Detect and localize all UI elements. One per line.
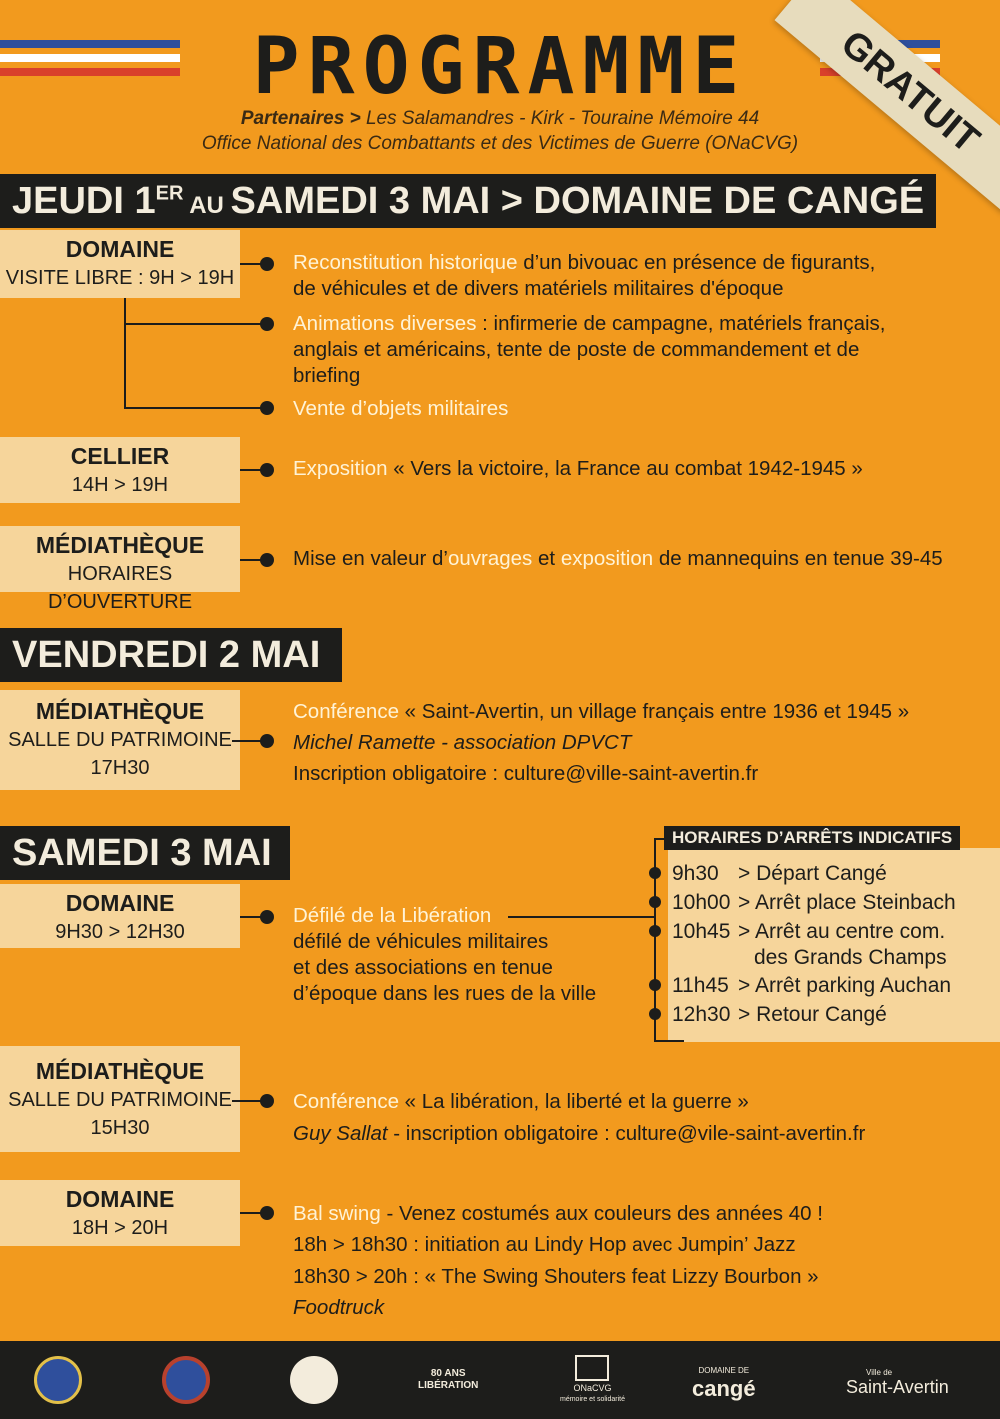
- event-highlight: Conférence: [293, 1090, 399, 1113]
- event-text: d’un bivouac en présence de figurants,: [517, 251, 876, 274]
- day1-part2: AU: [183, 192, 231, 219]
- event-text: Jumpin’ Jazz: [672, 1233, 796, 1256]
- stop-time: 11h45: [672, 974, 729, 997]
- logo-text: ONaCVG: [573, 1383, 612, 1393]
- stops-bracket: [654, 1040, 684, 1042]
- event-highlight: Bal swing: [293, 1202, 381, 1225]
- venue-name: MÉDIATHÈQUE: [35, 1058, 205, 1084]
- kirk-logo: [162, 1355, 210, 1405]
- event-reconstitution: [293, 250, 875, 302]
- day-header-1: [0, 174, 936, 228]
- venue-hours: 14H > 19H: [71, 474, 169, 496]
- stop-dot: [649, 1008, 661, 1020]
- event-text: anglais et américains, tente de poste de commandement et de: [293, 338, 860, 361]
- venue-cellier: [0, 437, 240, 503]
- event-note: - inscription obligatoire : culture@vile-saint-avertin.fr: [387, 1122, 866, 1145]
- event-speaker: Guy Sallat: [293, 1122, 388, 1145]
- logo-text: 80 ANS: [430, 1368, 466, 1379]
- stop-dot: [649, 925, 661, 937]
- day-header-3: SAMEDI 3 MAI: [0, 826, 290, 880]
- venue-name: CELLIER: [70, 443, 170, 469]
- day1-part1: JEUDI 1: [12, 180, 156, 222]
- event-conference-1: [293, 696, 909, 789]
- logo-text: LIBÉRATION: [418, 1380, 479, 1391]
- event-text: : infirmerie de campagne, matériels français,: [476, 312, 886, 335]
- venue-name: DOMAINE: [65, 236, 175, 262]
- salamandres-logo: [34, 1355, 82, 1405]
- gratuit-badge: GRATUIT: [775, 0, 1000, 213]
- connector: [124, 298, 126, 408]
- event-text: Mise en valeur d’: [293, 547, 448, 570]
- touraine-memoire-logo: [290, 1355, 338, 1405]
- event-text: « Vers la victoire, la France au combat 1942-1945 »: [387, 457, 863, 480]
- stop-label: > Départ Cangé: [738, 862, 887, 885]
- event-mise-en-valeur: [293, 546, 943, 572]
- venue-name: DOMAINE: [65, 890, 175, 916]
- event-defile: [293, 903, 596, 1007]
- stop-label: > Arrêt parking Auchan: [738, 974, 952, 997]
- stop-time: 10h45: [672, 920, 731, 943]
- logo-text: Saint-Avertin: [846, 1377, 949, 1397]
- stop-label: > Retour Cangé: [738, 1003, 887, 1026]
- stop-label: > Arrêt place Steinbach: [738, 891, 956, 914]
- bullet-dot: [260, 1094, 274, 1108]
- connector: [124, 407, 268, 409]
- saint-avertin-logo: [846, 1355, 949, 1405]
- venue-room: SALLE DU PATRIMOINE: [8, 729, 232, 751]
- page-title: PROGRAMME: [252, 22, 748, 112]
- stop-row: [672, 973, 951, 999]
- event-highlight: Défilé de la Libération: [293, 904, 492, 927]
- venue-name: DOMAINE: [65, 1186, 175, 1212]
- event-text: - Venez costumés aux couleurs des années 40 !: [380, 1202, 823, 1225]
- bullet-dot: [260, 1206, 274, 1220]
- partners-line-1: [0, 108, 1000, 130]
- stop-dot: [649, 979, 661, 991]
- connector: [508, 916, 654, 918]
- venue-hours: 9H30 > 12H30: [55, 921, 185, 943]
- event-highlight: Reconstitution historique: [293, 251, 518, 274]
- event-text: d’époque dans les rues de la ville: [293, 982, 597, 1005]
- venue-hours: HORAIRES D’OUVERTURE: [47, 563, 193, 613]
- event-bal-swing: [293, 1198, 823, 1323]
- event-vente: [293, 396, 508, 422]
- event-highlight: Exposition: [293, 457, 388, 480]
- day1-sup: ER: [155, 182, 184, 205]
- event-highlight: Vente d’objets militaires: [293, 397, 509, 420]
- domaine-de-cange-logo: [692, 1355, 756, 1405]
- event-highlight: Animations diverses: [293, 312, 477, 335]
- stop-dot: [649, 896, 661, 908]
- stop-row: [672, 919, 945, 945]
- event-highlight: exposition: [560, 547, 654, 570]
- event-exposition: [293, 456, 863, 482]
- venue-room: SALLE DU PATRIMOINE: [8, 1089, 232, 1111]
- day-header-2: VENDREDI 2 MAI: [0, 628, 342, 682]
- logo-text: Ville de: [866, 1368, 893, 1377]
- event-text: avec: [632, 1235, 673, 1256]
- event-text: de mannequins en tenue 39-45: [653, 547, 943, 570]
- venue-mediatheque-2: [0, 690, 240, 790]
- onacvg-logo: [560, 1355, 625, 1405]
- bullet-dot: [260, 910, 274, 924]
- event-text: 18h > 18h30 : initiation au Lindy Hop: [293, 1233, 633, 1256]
- venue-mediatheque-1: [0, 526, 240, 613]
- bullet-dot: [260, 317, 274, 331]
- event-text: briefing: [293, 364, 361, 387]
- stop-time: 12h30: [672, 1003, 731, 1026]
- stop-label: > Arrêt au centre com.: [738, 920, 946, 943]
- logo-text: mémoire et solidarité: [560, 1396, 625, 1403]
- event-speaker: Michel Ramette - association DPVCT: [293, 731, 632, 754]
- venue-hours: VISITE LIBRE : 9H > 19H: [5, 267, 235, 289]
- event-text: « Saint-Avertin, un village français entre 1936 et 1945 »: [398, 700, 910, 723]
- bullet-dot: [260, 257, 274, 271]
- venue-domaine-2: [0, 884, 240, 948]
- event-text: et: [532, 547, 561, 570]
- logo-text: DOMAINE DE: [698, 1366, 750, 1375]
- event-text: 18h30 > 20h : « The Swing Shouters feat Lizzy Bourbon »: [293, 1265, 819, 1288]
- event-highlight: Conférence: [293, 700, 399, 723]
- stop-dot: [649, 867, 661, 879]
- event-text: défilé de véhicules militaires: [293, 930, 549, 953]
- bullet-dot: [260, 401, 274, 415]
- partners-label: Partenaires >: [240, 108, 361, 129]
- venue-hours: 15H30: [90, 1117, 150, 1139]
- venue-name: MÉDIATHÈQUE: [35, 698, 205, 724]
- venue-domaine-1: [0, 230, 240, 298]
- bullet-dot: [260, 553, 274, 567]
- venue-hours: 18H > 20H: [71, 1217, 169, 1239]
- venue-name: MÉDIATHÈQUE: [35, 532, 205, 558]
- event-text: Foodtruck: [293, 1296, 385, 1319]
- bullet-dot: [260, 463, 274, 477]
- stop-row-continued: des Grands Champs: [754, 946, 947, 969]
- event-conference-2: [293, 1086, 865, 1150]
- partners-line-2: Office National des Combattants et des Victimes de Guerre (ONaCVG): [201, 133, 799, 154]
- venue-hours: 17H30: [90, 757, 150, 779]
- footer-logos: [0, 1341, 1000, 1419]
- 80-ans-liberation-logo: [418, 1355, 478, 1405]
- connector: [124, 323, 268, 325]
- event-animations: [293, 311, 885, 389]
- stop-time: 10h00: [672, 891, 731, 914]
- stops-title: HORAIRES D’ARRÊTS INDICATIFS: [664, 826, 960, 850]
- logo-text: cangé: [692, 1376, 756, 1401]
- stop-row: [672, 1002, 887, 1028]
- partners-names: Les Salamandres - Kirk - Touraine Mémoire 44: [365, 108, 760, 129]
- bullet-dot: [260, 734, 274, 748]
- stop-time: 9h30: [672, 862, 719, 885]
- event-text: et des associations en tenue: [293, 956, 553, 979]
- event-note: Inscription obligatoire : culture@ville-saint-avertin.fr: [293, 762, 759, 785]
- venue-domaine-3: [0, 1180, 240, 1246]
- event-text: de véhicules et de divers matériels militaires d'époque: [293, 277, 784, 300]
- venue-mediatheque-3: [0, 1046, 240, 1152]
- day1-part3: SAMEDI 3 MAI > DOMAINE DE CANGÉ: [230, 180, 925, 222]
- event-text: « La libération, la liberté et la guerre »: [398, 1090, 749, 1113]
- stop-row: [672, 861, 887, 887]
- event-highlight: ouvrages: [447, 547, 533, 570]
- stop-row: [672, 890, 956, 916]
